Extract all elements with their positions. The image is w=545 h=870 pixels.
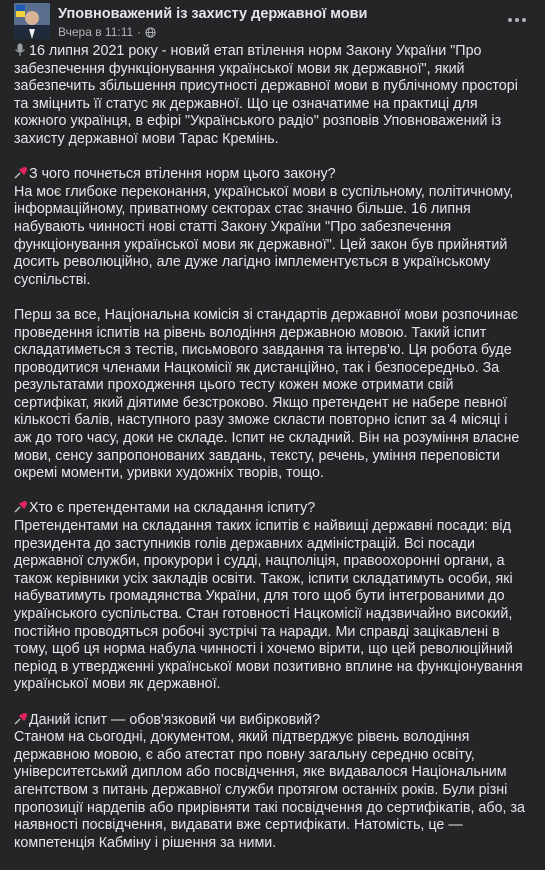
microphone-icon [14,43,26,57]
intro-paragraph [14,43,528,149]
answer-2: Претендентами на складання таких іспитів є найвищі державні посади: від президента до заступників голів державних адміністрацій. Всі посади державної служби, прокурори і судді, нацполіція, правоохоронні органи, а також керівники усіх закладів освіти. Також, іспити складатимуть особи, які набуватимуть громадянства України, для того щоб бути інтегрованими до українського суспільства. Стан готовності Нацкомісії надзвичайно високий, постійно проводяться робочі зустрічі та наради. Ми справді зацікавлені в тому, щоб ця норма набула чинності і хочемо вірити, що цей революційний період в утвердженні української мови позитивно вплине на функціонування української мови як державної. [14,518,523,693]
page-name[interactable]: Уповноважений із захисту державної мови [58,6,368,22]
post-meta [58,25,156,39]
question-1 [14,166,528,184]
globe-icon [145,27,156,38]
post-header [0,0,545,44]
question-3-text: Даний іспит — обов'язковий чи вибірковий? [29,711,321,728]
question-2 [14,500,528,518]
answer-1-continued: Перш за все, Національна комісія зі стандартів державної мови розпочинає проведення іспитів на рівень володіння державною мовою. Такий іспит складатиметься з тестів, письмового завдання та інтерв'ю. Ця робота буде проводитися членами Нацкомісії як дистанційно, так і безпосередньо. За результатами проходження цього тесту кожен може отримати свій сертифікат, який діятиме безстроково. Якщо претендент не набере певної кількості балів, наступного разу зможе скласти повторно іспит за 4 місяці і аж до того часу, доки не складе. Іспит не складний. Він на розуміння власне мови, сенсу запропонованих завдань, тексту, речень, уміння переповісти окремі моменти, уривки художніх творів, тощо. [14,306,520,482]
meta-separator: · [137,25,142,39]
answer-3: Станом на сьогодні, документом, який підтверджує рівень володіння державною мовою, є або атестат про повну загальну середню освіту, університетський диплом або посвідчення, яке видавалося Національним агентством з питань державної служби протягом останніх років. Були різні пропозиції нардепів або прирівняти такі посвідчення до сертифікатів, або, за наявності посвідчення, видавати вже сертифікати. Натомість, це — компетенція Кабміну і рішення за ними. [14,729,525,851]
question-3 [14,712,528,730]
more-options-button[interactable] [503,6,531,34]
post-body [14,43,528,870]
answer-1: На моє глибоке переконання, української мови в суспільному, політичному, інформаційному, приватному секторах стає значно більше. 16 липня набувають чинності нові статті Закону України "Про забезпечення функціонування української мови як державної". Цей закон був прийнятий досить революційно, але дуже лагідно імплементується в українському суспільстві. [14,183,514,288]
question-1-text: З чого почнеться втілення норм цього закону? [29,166,336,183]
post-timestamp[interactable]: Вчера в 11:11 [58,25,134,39]
avatar[interactable] [14,3,50,39]
pushpin-icon [14,712,28,725]
pushpin-icon [14,166,28,179]
more-horizontal-icon [508,18,512,22]
question-2-text: Хто є претендентами на складання іспиту? [29,500,316,517]
pushpin-icon [14,500,28,513]
intro-text: 16 липня 2021 року - новий етап втілення норм Закону України "Про забезпечення функціонування української мови як державної", який забезпечить збільшення присутності державної мови в публічному просторі та зміцнить її статус як державної. Що це означатиме на практиці для кожного українця, в ефірі "Українського радіо" розповів Уповноважений із захисту державної мови Тарас Кремінь. [14,43,518,147]
